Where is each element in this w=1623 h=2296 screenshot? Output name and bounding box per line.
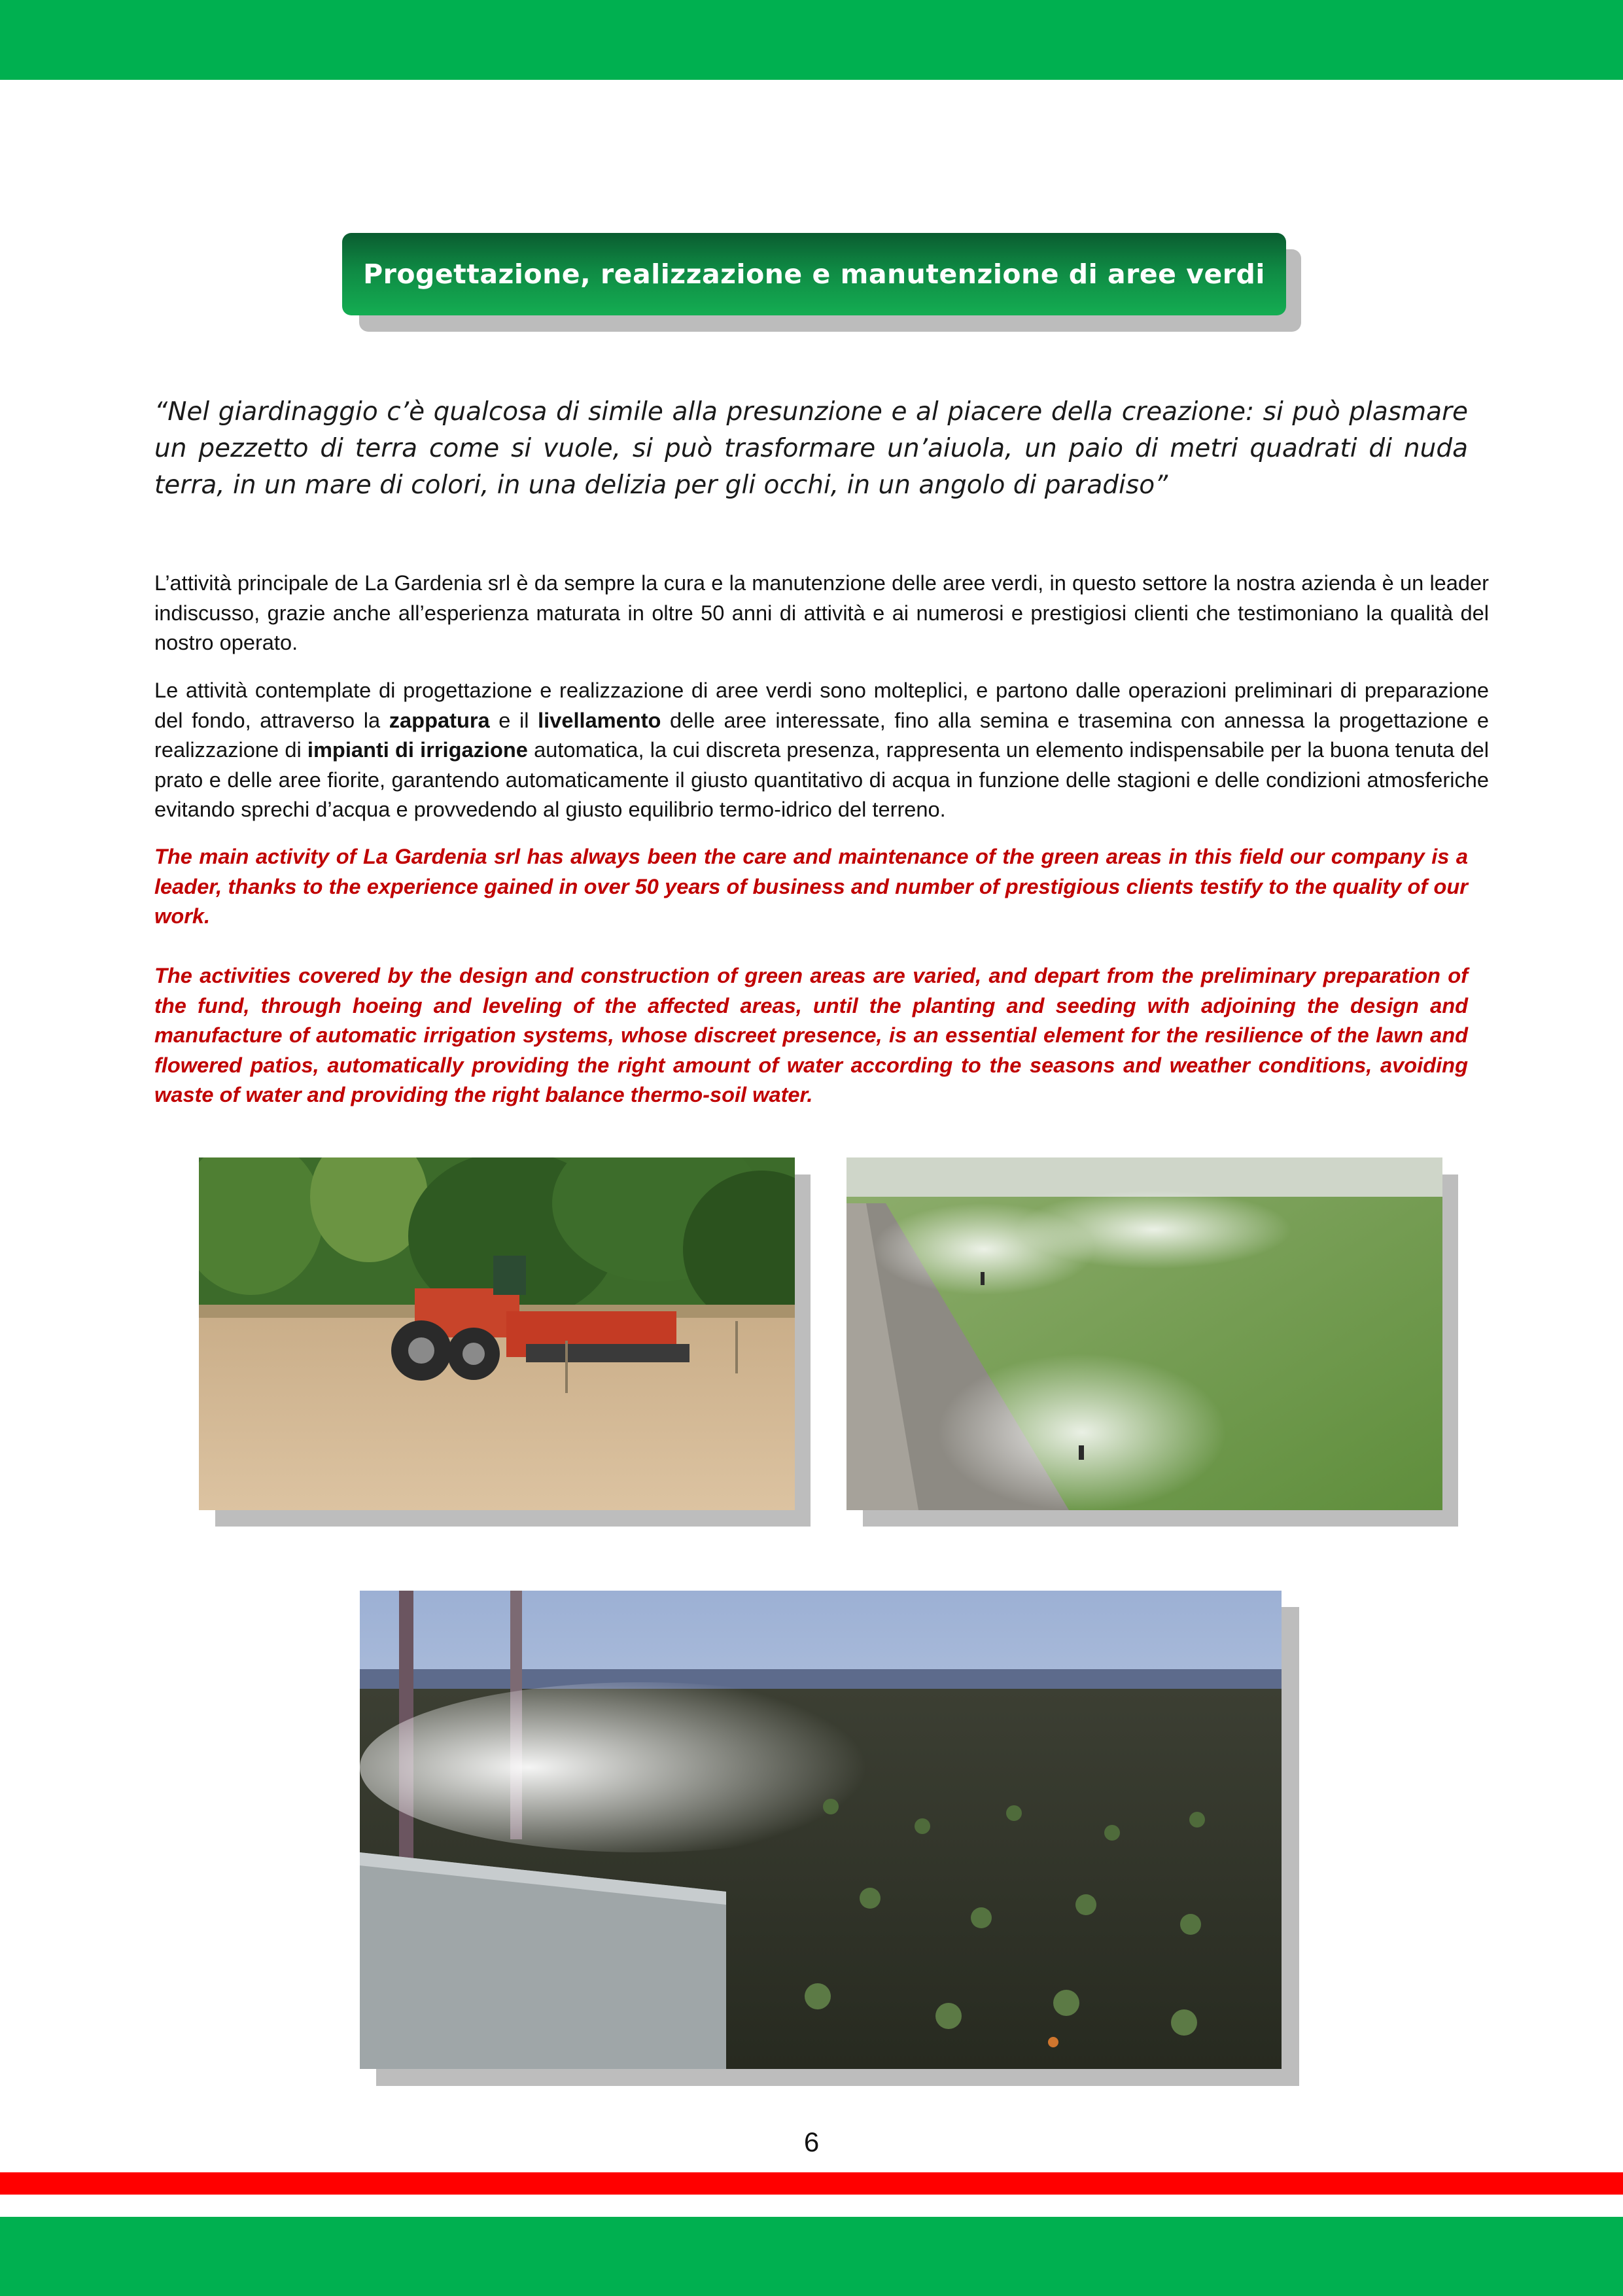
greenhouse-irrigation-photo [360,1591,1282,2069]
italian-paragraph-2 [154,675,1489,824]
top-green-band [0,0,1623,80]
keyword-livellamento: livellamento [538,707,661,732]
italian-paragraph-2-text: delle aree interessate, fino alla semina e trasemina con annessa la progettazione e realizzazione di [154,707,1490,762]
page-title: Progettazione, realizzazione e manutenzione di aree verdi [363,258,1265,290]
english-paragraph-2: The activities covered by the design and construction of green areas are varied, and depart from the preliminary preparation of the fund, through hoeing and leveling of the affected areas, until the planting and seeding with adjoining the design and manufacture of automatic irrigation systems, whose discreet presence, is an essential element for the resilience of the lawn and flowered patios, automatically providing the right amount of water according to the seasons and weather conditions, avoiding waste of water and providing the right balance thermo-soil water. [154,963,1468,1107]
title-box [342,233,1286,315]
keyword-zappatura: zappatura [389,707,490,732]
gardening-quote: “Nel giardinaggio c’è qualcosa di simile alla presunzione e al piacere della creazione: si può plasmare un pezzetto di terra come si vuole, si può trasformare un’aiuola, un paio di metri quadrati di nuda terra, in un mare di colori, in una delizia per gli occhi, in un angolo di paradiso” [154,397,1468,500]
keyword-impianti-irrigazione: impianti di irrigazione [307,737,528,762]
italian-paragraph-2-text: e il [489,707,538,732]
tractor-photo [199,1157,795,1510]
sprinkler-lawn-photo [846,1157,1442,1510]
italian-paragraph-2-text: automatica, la cui discreta presenza, rappresenta un elemento indispensabile per la buona tenuta del prato e delle aree fiorite, garantendo automaticamente il giusto quantitativo di acqua in funzione delle stagioni e delle condizioni atmosferiche evitando sprechi d’acqua e provvedendo al giusto equilibrio termo-idrico del terreno. [154,737,1489,822]
italian-paragraph-2-text: Le attività contemplate di progettazione e realizzazione di aree verdi sono molteplici, e partono dalle operazioni preliminari di preparazione del fondo, attraverso la [154,678,1489,732]
footer-red-band [0,2172,1623,2195]
italian-paragraph-1: L’attività principale de La Gardenia srl è da sempre la cura e la manutenzione delle aree verdi, in questo settore la nostra azienda è un leader indiscusso, grazie anche all’esperienza maturata in oltre 50 anni di attività e ai numerosi e prestigiosi clienti che testimoniano la qualità del nostro operato. [154,571,1489,655]
page-number: 6 [803,2127,820,2157]
english-paragraph-1: The main activity of La Gardenia srl has always been the care and maintenance of the green areas in this field our company is a leader, thanks to the experience gained in over 50 years of business and number of prestigious clients testify to the quality of our work. [154,844,1468,928]
footer-green-band [0,2217,1623,2296]
